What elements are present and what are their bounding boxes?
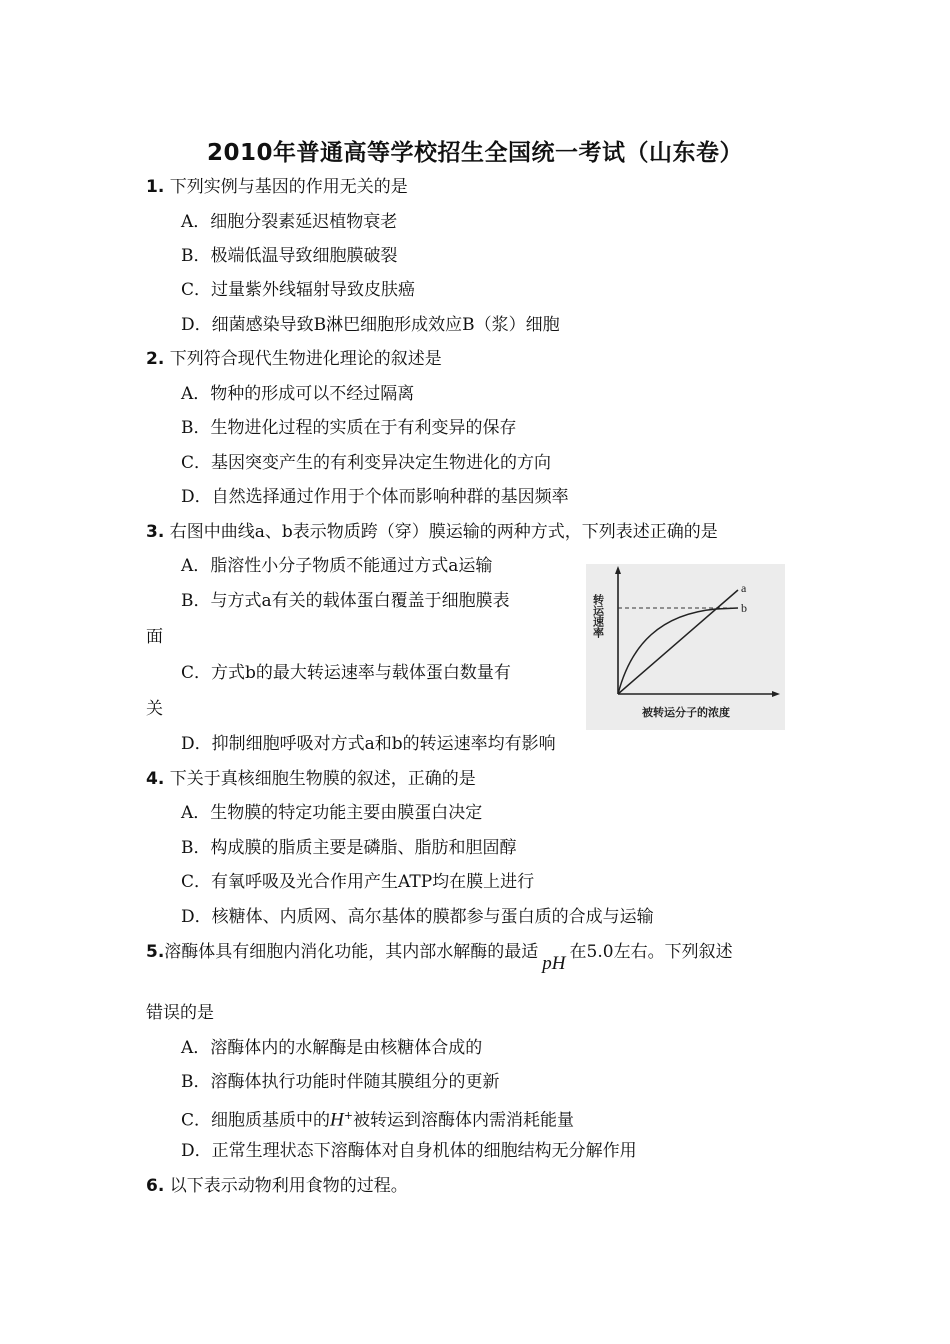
question-5-option-a: A．溶酶体内的水解酶是由核糖体合成的 bbox=[181, 1038, 483, 1058]
curve-a-label: a bbox=[741, 581, 747, 595]
question-4-option-c: C．有氧呼吸及光合作用产生ATP均在膜上进行 bbox=[181, 872, 535, 892]
y-axis-arrow bbox=[615, 566, 621, 574]
curve-b-label: b bbox=[741, 601, 747, 615]
question-4-stem: 4. 下关于真核细胞生物膜的叙述，正确的是 bbox=[146, 769, 476, 789]
hydrogen-ion-symbol: H bbox=[330, 1109, 344, 1131]
question-5-stem-cont: 错误的是 bbox=[146, 1003, 214, 1023]
question-3-option-c: C．方式b的最大转运速率与载体蛋白数量有 bbox=[181, 663, 511, 683]
question-2-option-d: D．自然选择通过作用于个体而影响种群的基因频率 bbox=[181, 487, 569, 507]
x-axis-arrow bbox=[772, 691, 780, 697]
question-4-option-b: B．构成膜的脂质主要是磷脂、脂肪和胆固醇 bbox=[181, 838, 517, 858]
question-5-stem: 5.溶酶体具有细胞内消化功能，其内部水解酶的最适pH在5.0左右。下列叙述 bbox=[146, 942, 733, 974]
question-6-stem: 6. 以下表示动物利用食物的过程。 bbox=[146, 1176, 408, 1196]
question-3-option-c-cont: 关 bbox=[146, 699, 163, 719]
y-axis-label: 转运速率 bbox=[591, 594, 605, 638]
question-5-option-b: B．溶酶体执行功能时伴随其膜组分的更新 bbox=[181, 1072, 500, 1092]
question-1-option-c: C．过量紫外线辐射导致皮肤癌 bbox=[181, 280, 416, 300]
curve-a bbox=[618, 590, 738, 694]
question-3-stem: 3. 右图中曲线a、b表示物质跨（穿）膜运输的两种方式，下列表述正确的是 bbox=[146, 522, 718, 542]
question-3-option-a: A．脂溶性小分子物质不能通过方式a运输 bbox=[181, 556, 493, 576]
question-3-option-d: D．抑制细胞呼吸对方式a和b的转运速率均有影响 bbox=[181, 734, 556, 754]
question-5-option-d: D．正常生理状态下溶酶体对自身机体的细胞结构无分解作用 bbox=[181, 1141, 637, 1161]
question-1-option-a: A．细胞分裂素延迟植物衰老 bbox=[181, 212, 398, 232]
question-5-option-c: C．细胞质基质中的H+被转运到溶酶体内需消耗能量 bbox=[181, 1109, 574, 1131]
question-2-option-c: C．基因突变产生的有利变异决定生物进化的方向 bbox=[181, 453, 552, 473]
question-2-option-a: A．物种的形成可以不经过隔离 bbox=[181, 384, 415, 404]
question-2-option-b: B．生物进化过程的实质在于有利变异的保存 bbox=[181, 418, 517, 438]
question-1-option-b: B．极端低温导致细胞膜破裂 bbox=[181, 246, 398, 266]
question-3-option-b: B．与方式a有关的载体蛋白覆盖于细胞膜表 bbox=[181, 591, 510, 611]
question-2-stem: 2. 下列符合现代生物进化理论的叙述是 bbox=[146, 349, 442, 369]
transport-rate-graph bbox=[586, 564, 785, 730]
question-4-option-a: A．生物膜的特定功能主要由膜蛋白决定 bbox=[181, 803, 483, 823]
transport-rate-figure bbox=[586, 564, 785, 730]
question-4-option-d: D．核糖体、内质网、高尔基体的膜都参与蛋白质的合成与运输 bbox=[181, 907, 654, 927]
question-1-stem: 1. 下列实例与基因的作用无关的是 bbox=[146, 177, 408, 197]
x-axis-label: 被转运分子的浓度 bbox=[642, 706, 730, 719]
question-1-option-d: D．细菌感染导致B淋巴细胞形成效应B（浆）细胞 bbox=[181, 315, 560, 335]
question-3-option-b-cont: 面 bbox=[146, 627, 163, 647]
curve-b bbox=[618, 608, 738, 694]
ph-symbol: pH bbox=[542, 953, 566, 974]
page-title: 2010年普通高等学校招生全国统一考试（山东卷） bbox=[206, 140, 743, 166]
